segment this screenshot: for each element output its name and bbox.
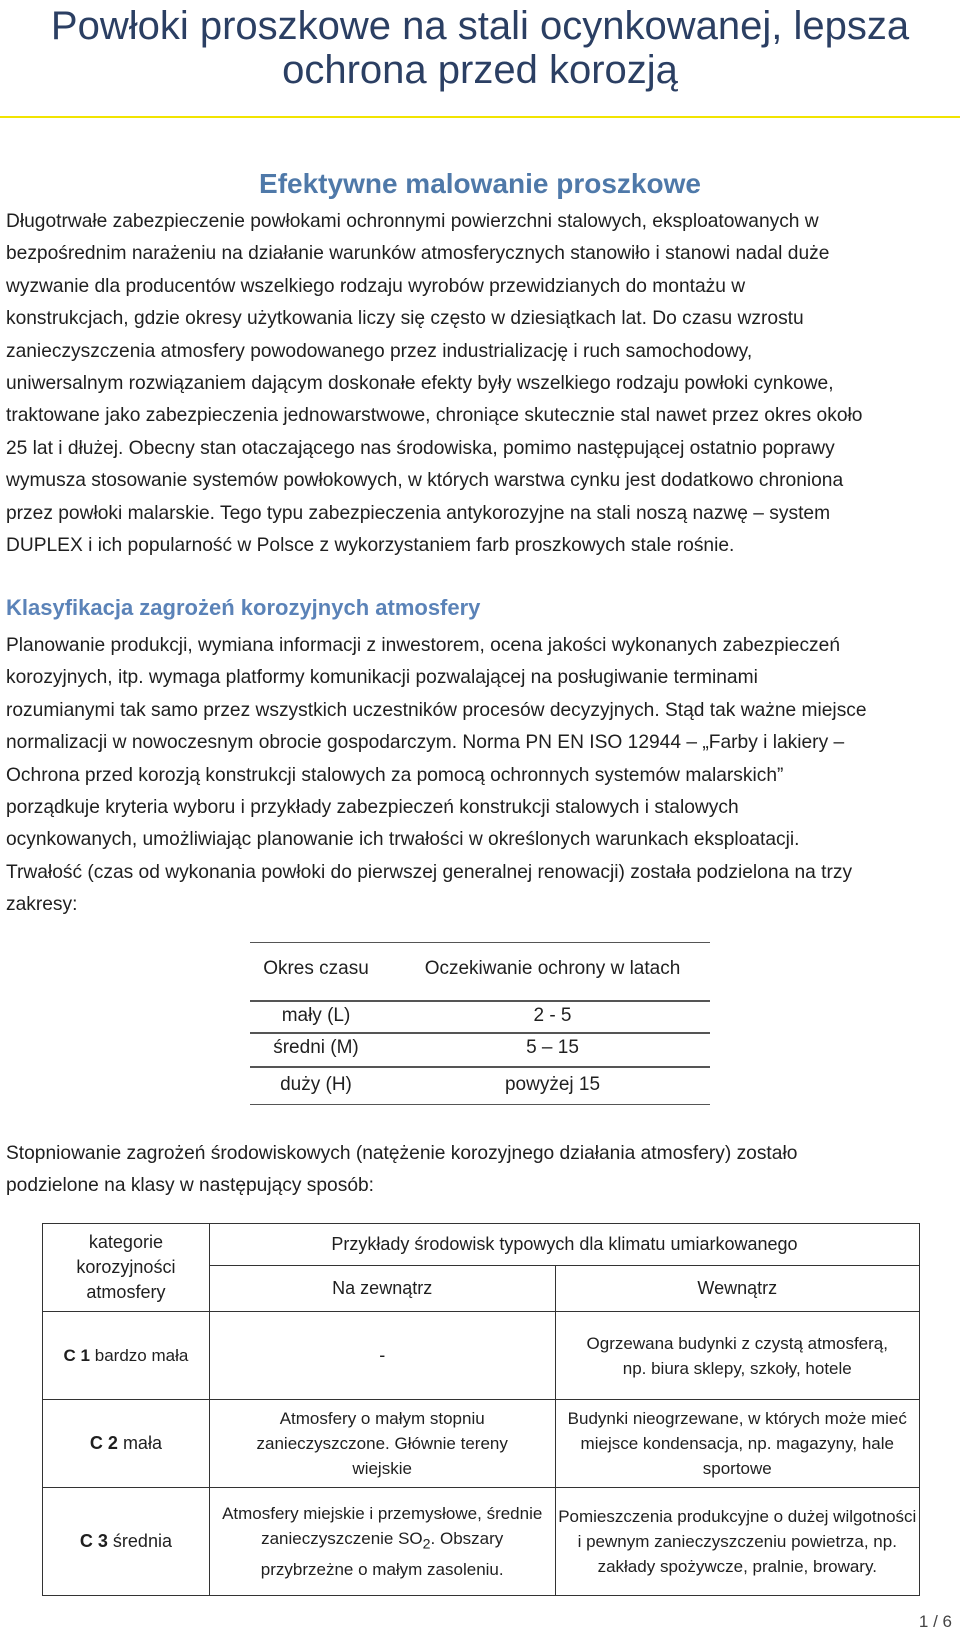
paragraph-line: 25 lat i dłużej. Obecny stan otaczającego nas środowiska, pomimo następującej ostatnio poprawy	[6, 437, 835, 459]
table-row	[43, 1400, 920, 1488]
table-rule	[250, 942, 710, 943]
header-examples-cell: Przykłady środowisk typowych dla klimatu umiarkowanego	[209, 1224, 919, 1266]
outside-cell	[209, 1488, 555, 1596]
paragraph-line: Ochrona przed korozją konstrukcji stalowych za pomocą ochronnych systemów malarskich”	[6, 764, 784, 786]
subscript-digit: 2	[422, 1536, 431, 1553]
table-cell: duży (H)	[280, 1074, 352, 1095]
paragraph-line: przez powłoki malarskie. Tego typu zabezpieczenia antykorozyjne na stali noszą nazwę – system	[6, 502, 831, 524]
table-cell: 2 - 5	[533, 1005, 572, 1026]
category-name: średnia	[112, 1531, 172, 1551]
paragraph-line: konstrukcjach, gdzie okresy użytkowania liczy się często w dziesiątkach lat. Do czasu wzrostu	[6, 308, 804, 330]
paragraph-line: normalizacji w nowoczesnym obrocie gospodarczym. Norma PN EN ISO 12944 – „Farby i lakiery –	[6, 732, 845, 754]
header-inside-cell: Wewnątrz	[555, 1266, 919, 1312]
table-rule	[250, 1032, 710, 1034]
outside-cell: -	[209, 1312, 555, 1400]
section-1-paragraph	[6, 206, 956, 562]
header-category-cell: kategorie korozyjności atmosfery	[43, 1224, 210, 1312]
category-code: C 1	[63, 1346, 91, 1365]
table-cell: średni (M)	[273, 1037, 359, 1058]
paragraph-line: korozyjnych, itp. wymaga platformy komunikacji pozwalającej na posługiwanie terminami	[6, 667, 758, 689]
page-number: 1 / 6	[918, 1612, 952, 1631]
paragraph-line: zakresy:	[6, 894, 78, 916]
paragraph-line: Trwałość (czas od wykonania powłoki do pierwszej generalnej renowacji) została podzielona na trzy	[6, 861, 853, 883]
section-heading-klasyfikacja: Klasyfikacja zagrożeń korozyjnych atmosfery	[6, 595, 481, 620]
corrosivity-table	[42, 1223, 920, 1596]
paragraph-line: Długotrwałe zabezpieczenie powłokami ochronnymi powierzchni stalowych, eksploatowanych w	[6, 211, 819, 232]
paragraph-line: podzielone na klasy w następujący sposób:	[6, 1175, 374, 1197]
paragraph-line: wyzwanie dla producentów wszelkiego rodzaju wyrobów przewidzianych do montażu w	[6, 275, 746, 297]
inside-cell: Ogrzewana budynki z czystą atmosferą, np. biura sklepy, szkoły, hotele	[555, 1312, 919, 1400]
classification-intro	[6, 1138, 956, 1203]
outside-cell: Atmosfery o małym stopniu zanieczyszczone. Głównie tereny wiejskie	[209, 1400, 555, 1488]
table-rule	[250, 1104, 710, 1105]
category-name: mała	[122, 1433, 162, 1453]
inside-cell: Budynki nieogrzewane, w których może mieć miejsce kondensacja, np. magazyny, hale sportowe	[555, 1400, 919, 1488]
table-row	[43, 1312, 920, 1400]
document-title-line-2: ochrona przed korozją	[282, 48, 678, 92]
table-rule	[250, 1000, 710, 1002]
paragraph-line: uniwersalnym rozwiązaniem dającym doskonałe efekty były wszelkiego rodzaju powłoki cynkowe,	[6, 373, 834, 395]
paragraph-line: rozumianymi tak samo przez wszystkich uczestników procesów decyzyjnych. Stąd tak ważne miejsce	[6, 699, 867, 721]
paragraph-line: zanieczyszczenia atmosfery powodowanego przez industrializację i ruch samochodowy,	[6, 340, 753, 362]
outside-text-part: Atmosfery miejskie i przemysłowe, średnie zanieczyszczenie SO	[222, 1503, 543, 1548]
outside-text-part: . Obszary przybrzeżne o małym zasoleniu.	[260, 1528, 504, 1580]
document-title-line-1: Powłoki proszkowe na stali ocynkowanej, lepsza	[50, 4, 910, 48]
section-heading-efektywne: Efektywne malowanie proszkowe	[259, 168, 701, 199]
category-cell	[43, 1312, 210, 1400]
table-rule	[250, 1066, 710, 1068]
table-cell: mały (L)	[281, 1005, 351, 1026]
table-cell: powyżej 15	[504, 1074, 601, 1095]
paragraph-line: traktowane jako zabezpieczenia jednowarstwowe, chroniące skutecznie stal nawet przez okres około	[6, 405, 863, 427]
paragraph-line: Planowanie produkcji, wymiana informacji z inwestorem, ocena jakości wykonanych zabezpieczeń	[6, 635, 840, 656]
category-name: bardzo mała	[94, 1346, 189, 1365]
paragraph-line: DUPLEX i ich popularność w Polsce z wykorzystaniem farb proszkowych stale rośnie.	[6, 535, 735, 557]
category-code: C 2	[89, 1433, 118, 1453]
category-code: C 3	[79, 1531, 108, 1551]
paragraph-line: ocynkowanych, umożliwiając planowanie ich trwałości w określonych warunkach eksploatacji.	[6, 829, 800, 851]
table-cell: 5 – 15	[526, 1037, 579, 1058]
paragraph-line: bezpośrednim narażeniu na działanie warunków atmosferycznych stanowiło i stanowi nadal duże	[6, 243, 830, 265]
paragraph-line: wymusza stosowanie systemów powłokowych, w których warstwa cynku jest dodatkowo chroniona	[6, 470, 844, 492]
document-title	[0, 0, 960, 118]
header-outside-cell: Na zewnątrz	[209, 1266, 555, 1312]
section-2-paragraph	[6, 630, 956, 922]
category-cell	[43, 1400, 210, 1488]
table-header-cell: Oczekiwanie ochrony w latach	[424, 958, 681, 979]
inside-cell: Pomieszczenia produkcyjne o dużej wilgotności i pewnym zanieczyszczeniu powietrza, np. zakłady spożywcze, pralnie, browary.	[555, 1488, 919, 1596]
table-header-row	[43, 1224, 920, 1266]
category-cell	[43, 1488, 210, 1596]
paragraph-line: porządkuje kryteria wyboru i przykłady zabezpieczeń konstrukcji stalowych i stalowych	[6, 797, 739, 819]
table-header-cell: Okres czasu	[263, 958, 369, 979]
paragraph-line: Stopniowanie zagrożeń środowiskowych (natężenie korozyjnego działania atmosfery) zostało	[6, 1143, 798, 1164]
table-row	[43, 1488, 920, 1596]
